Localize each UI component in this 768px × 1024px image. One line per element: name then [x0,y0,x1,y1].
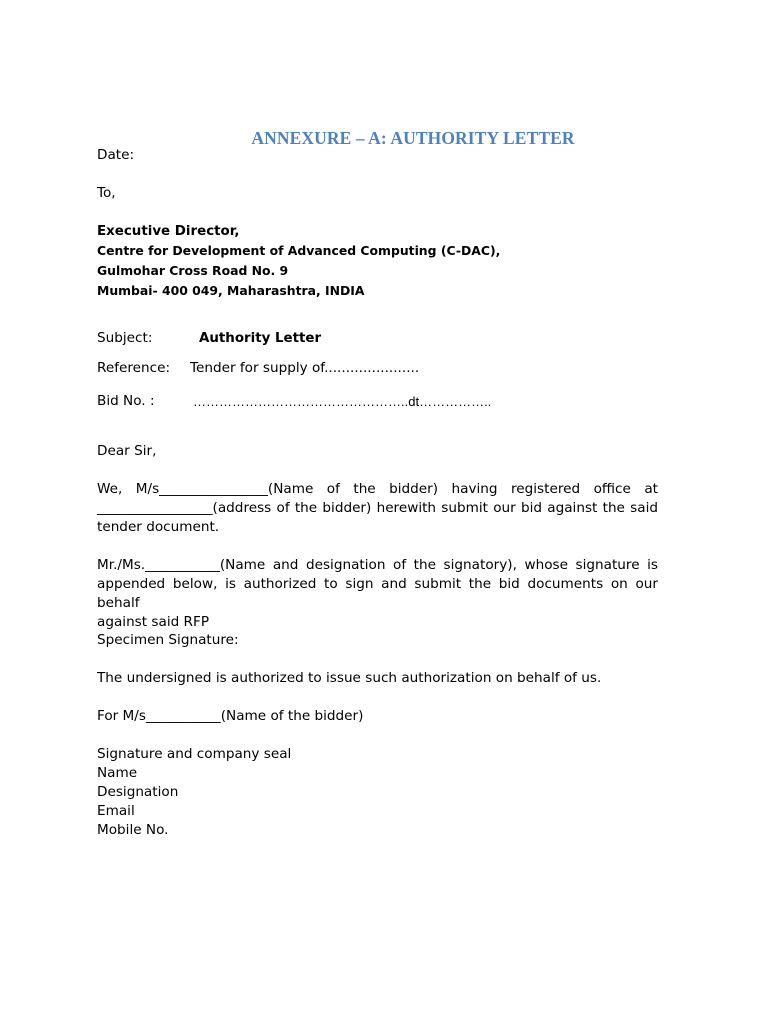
paragraph-signatory-line1: Mr./Ms.___________(Name and designation of the signatory), whose signature is [97,557,658,573]
paragraph-signatory-line2: appended below, is authorized to sign and submit the bid documents on our behalf [97,576,658,611]
signature-designation: Designation [97,784,179,800]
for-ms-line: For M/s___________(Name of the bidder) [97,708,364,724]
specimen-signature-label: Specimen Signature: [97,632,239,648]
paragraph-bidder [97,480,658,537]
paragraph-signatory-line3: against said RFP [97,614,210,630]
signature-company-seal: Signature and company seal [97,746,292,762]
date-label: Date: [97,147,135,163]
signature-mobile: Mobile No. [97,822,169,838]
bid-value: …………………………………………..dt…………….. [193,394,492,409]
recipient-address-line1: Gulmohar Cross Road No. 9 [97,263,289,278]
recipient-org: Centre for Development of Advanced Computing (C-DAC), [97,243,501,258]
salutation: Dear Sir, [97,443,157,459]
document-title: ANNEXURE – A: AUTHORITY LETTER [251,128,575,148]
bid-label: Bid No. : [97,393,155,409]
reference-label: Reference: [97,360,171,376]
recipient-address-line2: Mumbai- 400 049, Maharashtra, INDIA [97,283,365,298]
paragraph-bidder-line3: tender document. [97,519,220,535]
paragraph-bidder-line1: We, M/s________________(Name of the bidder) having registered office at [97,481,658,497]
signature-name: Name [97,765,138,781]
paragraph-signatory [97,556,658,632]
subject-value: Authority Letter [199,331,322,346]
signature-email: Email [97,803,135,819]
undersigned-statement: The undersigned is authorized to issue such authorization on behalf of us. [97,670,602,686]
subject-label: Subject: [97,330,153,346]
recipient-title: Executive Director, [97,224,240,239]
reference-value: Tender for supply of...................... [190,360,420,376]
paragraph-bidder-line2: _________________(address of the bidder) herewith submit our bid against the said [97,500,658,516]
to-label: To, [97,185,116,201]
